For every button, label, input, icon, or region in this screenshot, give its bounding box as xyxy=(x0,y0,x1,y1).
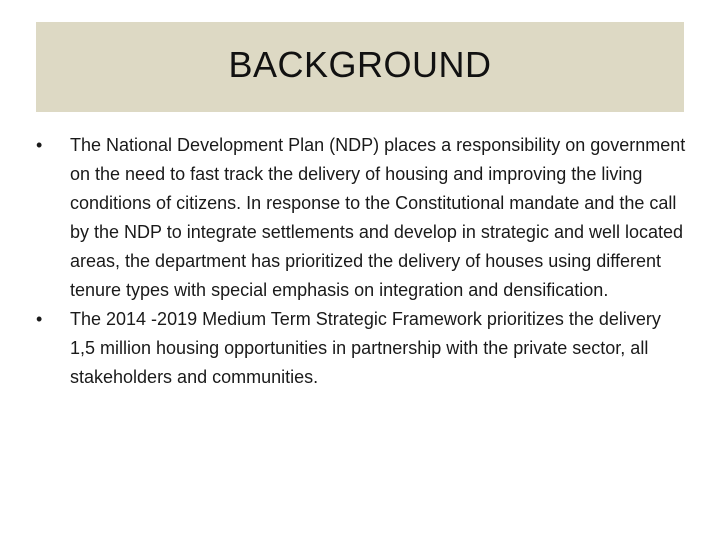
bullet-icon: • xyxy=(36,135,43,155)
bullet-item-ndp xyxy=(36,131,686,305)
bullet-icon: • xyxy=(36,309,43,329)
slide-title: BACKGROUND xyxy=(228,44,492,85)
bullet-text: The National Development Plan (NDP) places a responsibility on government on the need to fast track the delivery of housing and improving the living conditions of citizens. In response to the Constitutional mandate and the call by the NDP to integrate settlements and develop in strategic and well located areas, the department has prioritized the delivery of houses using different tenure types with special emphasis on integration and densification. xyxy=(70,135,686,300)
title-bar xyxy=(36,22,684,112)
bullet-list xyxy=(36,131,686,392)
bullet-text: The 2014 -2019 Medium Term Strategic Framework prioritizes the delivery 1,5 million housing opportunities in partnership with the private sector, all stakeholders and communities. xyxy=(70,309,661,387)
bullet-item-mtsf xyxy=(36,305,686,392)
